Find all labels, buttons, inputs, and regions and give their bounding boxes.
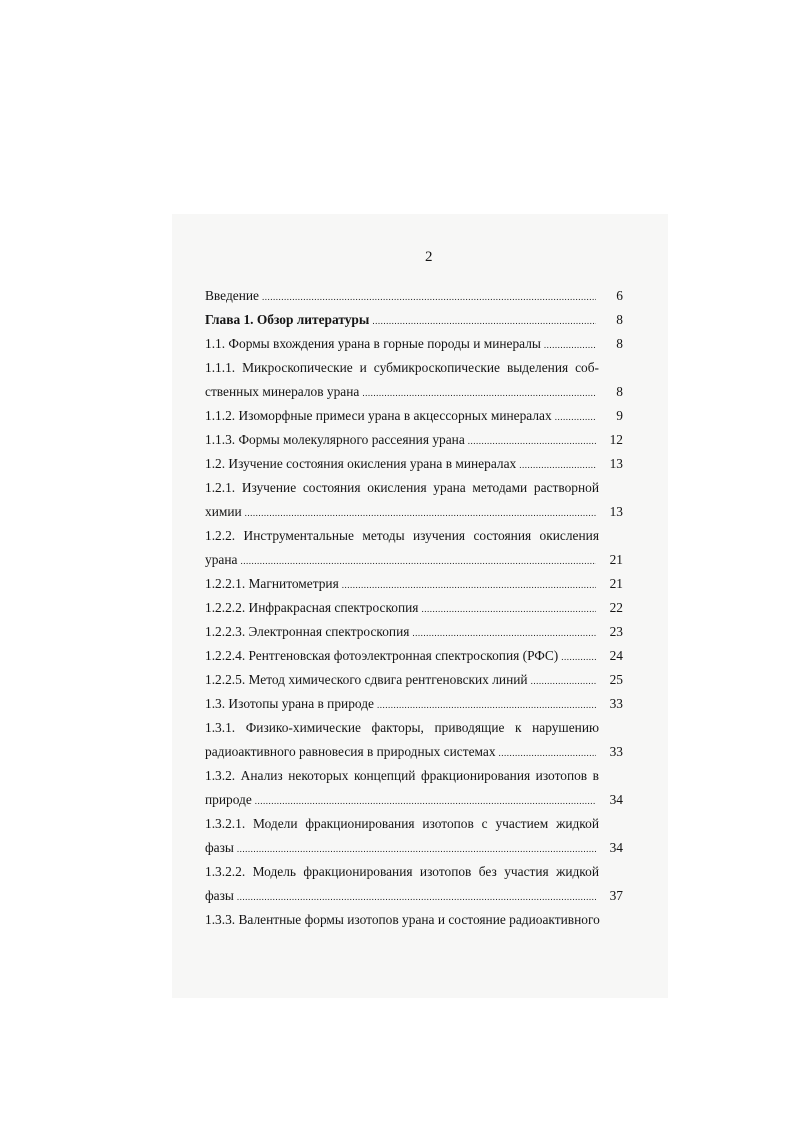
toc-entry-title: 1.2.2.3. Электронная спектроскопия: [205, 624, 410, 639]
toc-entry-page: 33: [609, 696, 623, 711]
toc-entry-page: 33: [609, 744, 623, 759]
toc-entry-page: 24: [609, 648, 623, 663]
dot-leader: [544, 333, 596, 357]
dot-leader: [237, 837, 596, 861]
toc-entry-page: 12: [609, 432, 623, 447]
toc-entry-page: 8: [616, 312, 623, 327]
toc-entry[interactable]: [205, 332, 623, 356]
toc-entry-page: 34: [609, 792, 623, 807]
toc-entry-title: 1.2.2.4. Рентгеновская фотоэлектронная спектроскопия (РФС): [205, 648, 559, 663]
toc-entry-page: 8: [616, 336, 623, 351]
toc-entry[interactable]: [205, 644, 623, 668]
toc-entry-title: урана: [205, 552, 238, 567]
dot-leader: [240, 549, 596, 573]
toc-entry-title: Введение: [205, 288, 259, 303]
toc-entry[interactable]: [205, 692, 623, 716]
toc-entry-page: 13: [609, 456, 623, 471]
dot-leader: [237, 885, 596, 909]
table-of-contents: [205, 284, 623, 932]
toc-entry-title: 1.3. Изотопы урана в природе: [205, 696, 374, 711]
dot-leader: [412, 621, 596, 645]
toc-entry-line: 1.1.1. Микроскопические и субмикроскопические выделения соб-: [205, 360, 599, 375]
toc-entry[interactable]: [205, 740, 623, 764]
toc-entry-title: 1.2.2.2. Инфракрасная спектроскопия: [205, 600, 419, 615]
toc-entry-title: 1.1. Формы вхождения урана в горные породы и минералы: [205, 336, 541, 351]
dot-leader: [499, 741, 596, 765]
toc-entry-line: 1.2.1. Изучение состояния окисления урана методами растворной: [205, 480, 599, 495]
toc-entry[interactable]: [205, 284, 623, 308]
dot-leader: [377, 693, 596, 717]
toc-entry-title: 1.1.2. Изоморфные примеси урана в акцессорных минералах: [205, 408, 552, 423]
dot-leader: [561, 645, 596, 669]
toc-entry-title: природе: [205, 792, 252, 807]
toc-entry-title: фазы: [205, 840, 234, 855]
toc-entry[interactable]: [205, 428, 623, 452]
toc-entry[interactable]: [205, 836, 623, 860]
dot-leader: [255, 789, 596, 813]
toc-entry-title: 1.2.2.5. Метод химического сдвига рентгеновских линий: [205, 672, 528, 687]
toc-entry[interactable]: [205, 404, 623, 428]
toc-entry[interactable]: [205, 884, 623, 908]
toc-entry[interactable]: [205, 572, 623, 596]
toc-entry[interactable]: [205, 548, 623, 572]
toc-entry-title: фазы: [205, 888, 234, 903]
dot-leader: [519, 453, 596, 477]
toc-entry[interactable]: [205, 380, 623, 404]
dot-leader: [468, 429, 596, 453]
toc-entry-title: ственных минералов урана: [205, 384, 360, 399]
toc-entry-title: радиоактивного равновесия в природных системах: [205, 744, 496, 759]
toc-entry-line: 1.2.2. Инструментальные методы изучения состояния окисления: [205, 528, 599, 543]
toc-entry-page: 9: [616, 408, 623, 423]
toc-entry-line: 1.3.3. Валентные формы изотопов урана и состояние радиоактивного: [205, 912, 600, 927]
dot-leader: [531, 669, 596, 693]
toc-entry-title: 1.1.3. Формы молекулярного рассеяния урана: [205, 432, 465, 447]
toc-entry-page: 22: [609, 600, 623, 615]
toc-entry-title: Глава 1. Обзор литературы: [205, 312, 370, 327]
toc-entry[interactable]: [205, 788, 623, 812]
toc-entry[interactable]: [205, 452, 623, 476]
toc-entry-title: 1.2.2.1. Магнитометрия: [205, 576, 339, 591]
dot-leader: [421, 597, 596, 621]
toc-entry-page: 13: [609, 504, 623, 519]
toc-entry-line: 1.3.2.1. Модели фракционирования изотопов с участием жидкой: [205, 816, 599, 831]
toc-entry-line: 1.3.2. Анализ некоторых концепций фракционирования изотопов в: [205, 768, 599, 783]
toc-entry-page: 21: [609, 576, 623, 591]
toc-entry-page: 8: [616, 384, 623, 399]
toc-entry[interactable]: [205, 620, 623, 644]
toc-entry-title: химии: [205, 504, 242, 519]
toc-entry[interactable]: [205, 308, 623, 332]
toc-entry-title: 1.2. Изучение состояния окисления урана в минералах: [205, 456, 517, 471]
toc-entry[interactable]: [205, 596, 623, 620]
toc-entry-page: 6: [616, 288, 623, 303]
dot-leader: [362, 381, 596, 405]
toc-entry[interactable]: [205, 500, 623, 524]
toc-entry-page: 25: [609, 672, 623, 687]
toc-entry-line: 1.3.2.2. Модель фракционирования изотопов без участия жидкой: [205, 864, 599, 879]
dot-leader: [555, 405, 596, 429]
toc-entry[interactable]: [205, 668, 623, 692]
toc-entry-page: 23: [609, 624, 623, 639]
page-number: 2: [425, 249, 433, 265]
dot-leader: [342, 573, 596, 597]
dot-leader: [245, 501, 596, 525]
dot-leader: [262, 285, 596, 309]
toc-entry-page: 34: [609, 840, 623, 855]
toc-entry-page: 37: [609, 888, 623, 903]
dot-leader: [372, 309, 596, 333]
toc-entry-line: 1.3.1. Физико-химические факторы, приводящие к нарушению: [205, 720, 599, 735]
toc-entry-page: 21: [609, 552, 623, 567]
